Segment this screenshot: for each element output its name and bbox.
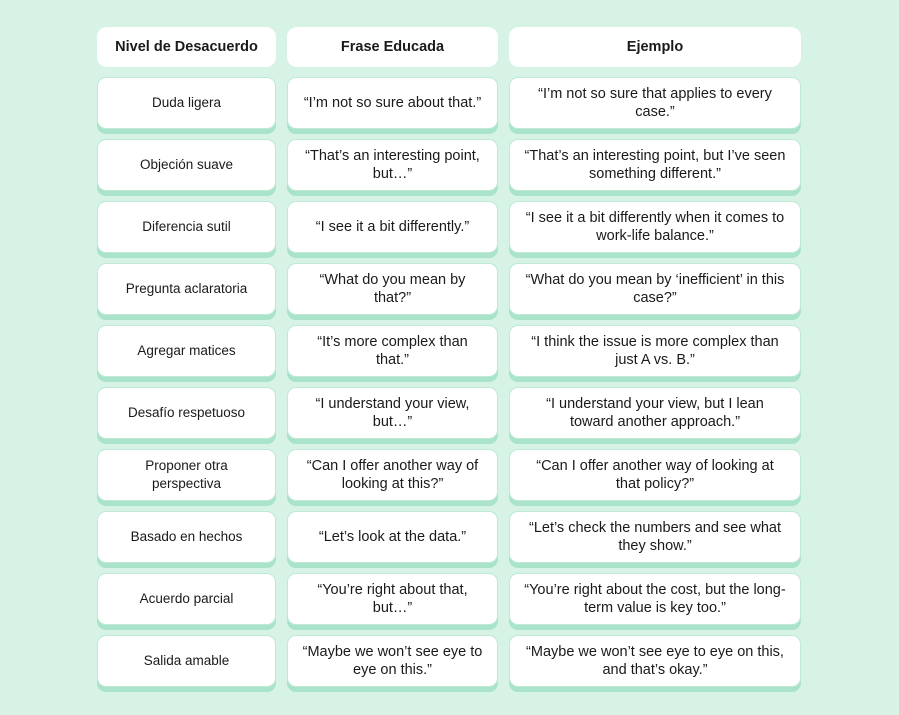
row-example: “I think the issue is more complex than just A vs. B.” xyxy=(509,325,801,377)
row-phrase: “Maybe we won’t see eye to eye on this.” xyxy=(287,635,498,687)
row-level: Objeción suave xyxy=(97,139,276,191)
row-level: Basado en hechos xyxy=(97,511,276,563)
row-example: “You’re right about the cost, but the long-term value is key too.” xyxy=(509,573,801,625)
row-level: Diferencia sutil xyxy=(97,201,276,253)
row-example: “That’s an interesting point, but I’ve seen something different.” xyxy=(509,139,801,191)
row-level: Salida amable xyxy=(97,635,276,687)
header-example: Ejemplo xyxy=(509,27,801,67)
row-phrase: “Let’s look at the data.” xyxy=(287,511,498,563)
row-example: “Maybe we won’t see eye to eye on this, and that’s okay.” xyxy=(509,635,801,687)
row-level: Proponer otra perspectiva xyxy=(97,449,276,501)
row-phrase: “I’m not so sure about that.” xyxy=(287,77,498,129)
row-level: Duda ligera xyxy=(97,77,276,129)
row-level: Desafío respetuoso xyxy=(97,387,276,439)
row-example: “I’m not so sure that applies to every case.” xyxy=(509,77,801,129)
row-example: “I see it a bit differently when it comes to work-life balance.” xyxy=(509,201,801,253)
header-phrase: Frase Educada xyxy=(287,27,498,67)
row-level: Pregunta aclaratoria xyxy=(97,263,276,315)
row-example: “Let’s check the numbers and see what they show.” xyxy=(509,511,801,563)
disagreement-table xyxy=(97,27,801,687)
row-phrase: “That’s an interesting point, but…” xyxy=(287,139,498,191)
header-level: Nivel de Desacuerdo xyxy=(97,27,276,67)
row-example: “Can I offer another way of looking at that policy?” xyxy=(509,449,801,501)
row-phrase: “You’re right about that, but…” xyxy=(287,573,498,625)
row-example: “What do you mean by ‘inefficient’ in this case?” xyxy=(509,263,801,315)
row-phrase: “Can I offer another way of looking at this?” xyxy=(287,449,498,501)
row-phrase: “I understand your view, but…” xyxy=(287,387,498,439)
row-level: Agregar matices xyxy=(97,325,276,377)
row-phrase: “I see it a bit differently.” xyxy=(287,201,498,253)
row-level: Acuerdo parcial xyxy=(97,573,276,625)
row-phrase: “It’s more complex than that.” xyxy=(287,325,498,377)
row-phrase: “What do you mean by that?” xyxy=(287,263,498,315)
row-example: “I understand your view, but I lean toward another approach.” xyxy=(509,387,801,439)
